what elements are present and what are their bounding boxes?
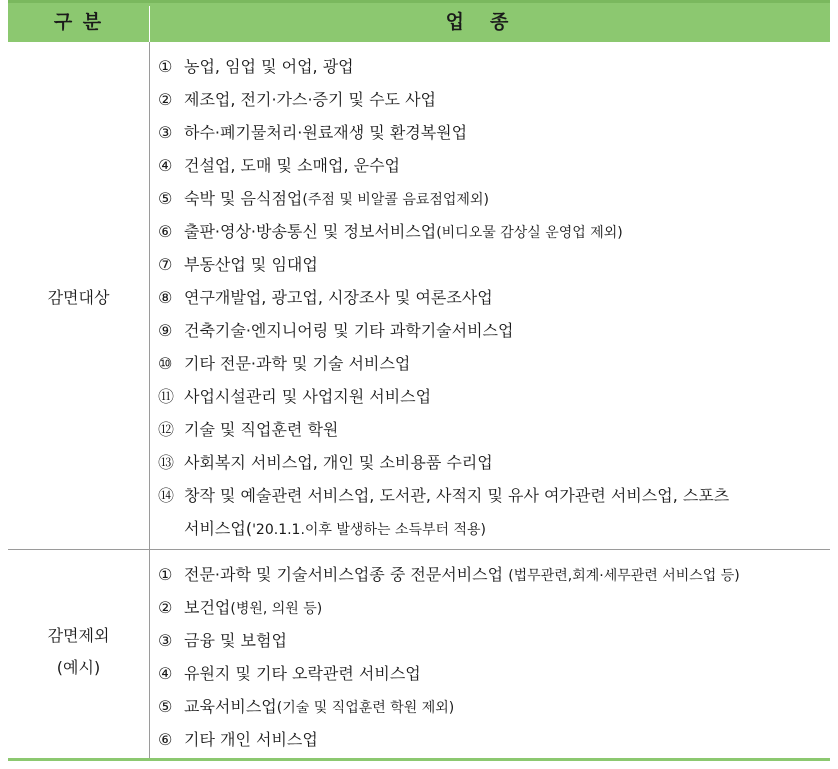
item-text: 건축기술·엔지니어링 및 기타 과학기술서비스업 [184,321,514,340]
item-number: ⑪ [158,387,175,406]
item-number: ⑥ [158,222,173,241]
item-number: ③ [158,631,173,650]
excluded-label-line2: (예시) [56,658,101,677]
item-note: (기술 및 직업훈련 학원 제외) [276,700,455,716]
item-number: ⑧ [158,288,173,307]
item-text: 사업시설관리 및 사업지원 서비스업 [184,387,432,406]
item-number: ⑥ [158,730,173,749]
item-text: 창작 및 예술관련 서비스업, 도서관, 사적지 및 유사 여가관련 서비스업, 스포츠 [184,486,730,505]
section-divider [8,549,830,550]
list-item [158,591,823,624]
item-text: 기술 및 직업훈련 학원 [184,420,339,439]
list-item [158,380,823,413]
item-number: ⑤ [158,697,173,716]
item-text: 유원지 및 기타 오락관련 서비스업 [184,664,421,683]
list-item [158,479,823,512]
exempt-category-label: 감면대상 [47,288,110,307]
item-text: 전문·과학 및 기술서비스업종 중 전문서비스업 [184,565,509,584]
item-text: 서비스업( [184,519,253,538]
item-text: 제조업, 전기·가스·증기 및 수도 사업 [184,90,436,109]
item-text: 연구개발업, 광고업, 시장조사 및 여론조사업 [184,288,493,307]
list-item [158,182,823,215]
item-note: (비디오물 감상실 운영업 제외) [436,225,623,241]
item-text: 보건업 [184,598,231,617]
list-item [158,149,823,182]
item-number: ⑦ [158,255,173,274]
list-item [158,347,823,380]
list-item [158,248,823,281]
header-industry: 업종 [445,11,535,33]
list-item-continuation [158,512,823,545]
column-divider [149,42,150,760]
list-item [158,50,823,83]
list-item [158,314,823,347]
item-number: ⑨ [158,321,173,340]
table-bottom-border [8,758,830,761]
item-number: ② [158,90,173,109]
excluded-label-line1: 감면제외 [47,626,110,645]
item-number: ② [158,598,173,617]
item-text: 숙박 및 음식점업 [184,189,303,208]
table-header [8,0,830,42]
item-number: ⑬ [158,453,175,472]
item-number: ④ [158,664,173,683]
list-item [158,723,823,756]
exempt-items-list [158,50,823,545]
item-number: ⑫ [158,420,175,439]
item-number: ⑩ [158,354,173,373]
list-item [158,558,823,591]
item-number: ⑭ [158,486,175,505]
list-item [158,446,823,479]
item-number: ④ [158,156,173,175]
item-note: (병원, 의원 등) [230,601,323,617]
item-note: '20.1.1.이후 발생하는 소득부터 적용) [252,522,487,538]
industry-table [8,0,830,763]
item-note: (주점 및 비알콜 음료점업제외) [302,192,489,208]
item-number: ⑤ [158,189,173,208]
header-category: 구 분 [53,11,104,33]
item-text: 출판·영상·방송통신 및 정보서비스업 [184,222,437,241]
list-item [158,116,823,149]
list-item [158,215,823,248]
list-item [158,624,823,657]
list-item [158,413,823,446]
item-text: 사회복지 서비스업, 개인 및 소비용품 수리업 [184,453,493,472]
list-item [158,690,823,723]
item-number: ① [158,57,173,76]
list-item [158,83,823,116]
item-text: 금융 및 보험업 [184,631,287,650]
item-text: 건설업, 도매 및 소매업, 운수업 [184,156,400,175]
item-text: 하수·폐기물처리·원료재생 및 환경복원업 [184,123,468,142]
excluded-items-list [158,558,823,756]
item-number: ③ [158,123,173,142]
list-item [158,281,823,314]
item-text: 기타 개인 서비스업 [184,730,318,749]
excluded-category-label [8,620,149,684]
item-text: 부동산업 및 임대업 [184,255,318,274]
list-item [158,657,823,690]
item-text: 교육서비스업 [184,697,277,716]
item-number: ① [158,565,173,584]
item-text: 기타 전문·과학 및 기술 서비스업 [184,354,411,373]
item-text: 농업, 임업 및 어업, 광업 [184,57,354,76]
item-note: (법무관련,회계·세무관련 서비스업 등) [508,568,740,584]
